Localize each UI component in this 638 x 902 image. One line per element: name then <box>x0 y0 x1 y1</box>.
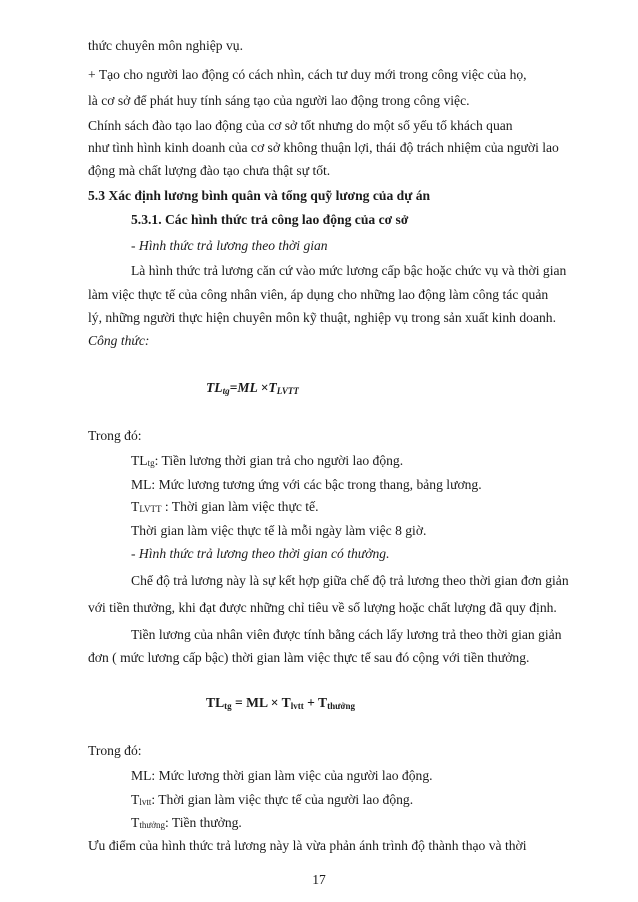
subheading-bonus-wage: - Hình thức trả lương theo thời gian có thưởng. <box>131 546 390 561</box>
text-line: Chế độ trả lương này là sự kết hợp giữa chế độ trả lương theo thời gian đơn giản <box>131 573 569 588</box>
text-line: như tình hình kinh doanh của cơ sở không thuận lợi, thái độ trách nhiệm của người lao <box>88 140 559 155</box>
where-label: Trong đó: <box>88 428 142 443</box>
text-line: là cơ sở để phát huy tính sáng tạo của người lao động trong công việc. <box>88 93 470 108</box>
text-line: thức chuyên môn nghiệp vụ. <box>88 38 243 53</box>
text-line: lý, những người thực hiện chuyên môn kỹ thuật, nghiệp vụ trong sản xuất kinh doanh. <box>88 310 557 325</box>
subheading-time-wage: - Hình thức trả lương theo thời gian <box>131 238 328 253</box>
where-label: Trong đó: <box>88 743 142 758</box>
formula-label: Công thức: <box>88 333 150 348</box>
text-line: làm việc thực tế của công nhân viên, áp dụng cho những lao động làm công tác quản <box>88 287 549 302</box>
definition-line: TLtg: Tiền lương thời gian trả cho người lao động. <box>131 453 404 468</box>
text-line: với tiền thưởng, khi đạt được những chỉ tiêu về số lượng hoặc chất lượng đã quy định. <box>88 600 557 615</box>
section-heading: 5.3 Xác định lương bình quân và tổng quỹ lương của dự án <box>88 188 431 203</box>
text-line: Tiền lương của nhân viên được tính bằng cách lấy lương trả theo thời gian giản <box>131 627 562 642</box>
text-line: đơn ( mức lương cấp bậc) thời gian làm việc thực tế sau đó cộng với tiền thưởng. <box>88 650 530 665</box>
definition-line: ML: Mức lương thời gian làm việc của người lao động. <box>131 768 433 783</box>
definition-line: ML: Mức lương tương ứng với các bậc trong thang, bảng lương. <box>131 477 482 492</box>
text-line: động mà chất lượng đào tạo chưa thật sự tốt. <box>88 163 331 178</box>
formula-bonus-wage: $TL_{tg}$ = ML × $T_{lvtt} + T_{thưởng}$ <box>206 695 355 711</box>
definition-line: Tthưởng: Tiền thưởng. <box>131 815 242 830</box>
page-number: 17 <box>312 872 326 887</box>
definition-line: TLVTT : Thời gian làm việc thực tế. <box>131 499 319 514</box>
text-line: Là hình thức trả lương căn cứ vào mức lương cấp bậc hoặc chức vụ và thời gian <box>131 263 567 278</box>
subsection-heading: 5.3.1. Các hình thức trả công lao động của cơ sở <box>131 212 409 227</box>
text-line: Ưu điểm của hình thức trả lương này là vừa phản ánh trình độ thành thạo và thời <box>88 838 527 853</box>
definition-line: Tlvtt: Thời gian làm việc thực tế của người lao động. <box>131 792 414 807</box>
text-line: + Tạo cho người lao động có cách nhìn, cách tư duy mới trong công việc của họ, <box>88 67 527 82</box>
definition-line: Thời gian làm việc thực tế là mỗi ngày làm việc 8 giờ. <box>131 523 427 538</box>
text-line: Chính sách đào tạo lao động của cơ sở tốt nhưng do một số yếu tố khách quan <box>88 118 513 133</box>
formula-time-wage: $TL_{tg}=ML \times T_{LVTT}$ <box>206 380 299 396</box>
